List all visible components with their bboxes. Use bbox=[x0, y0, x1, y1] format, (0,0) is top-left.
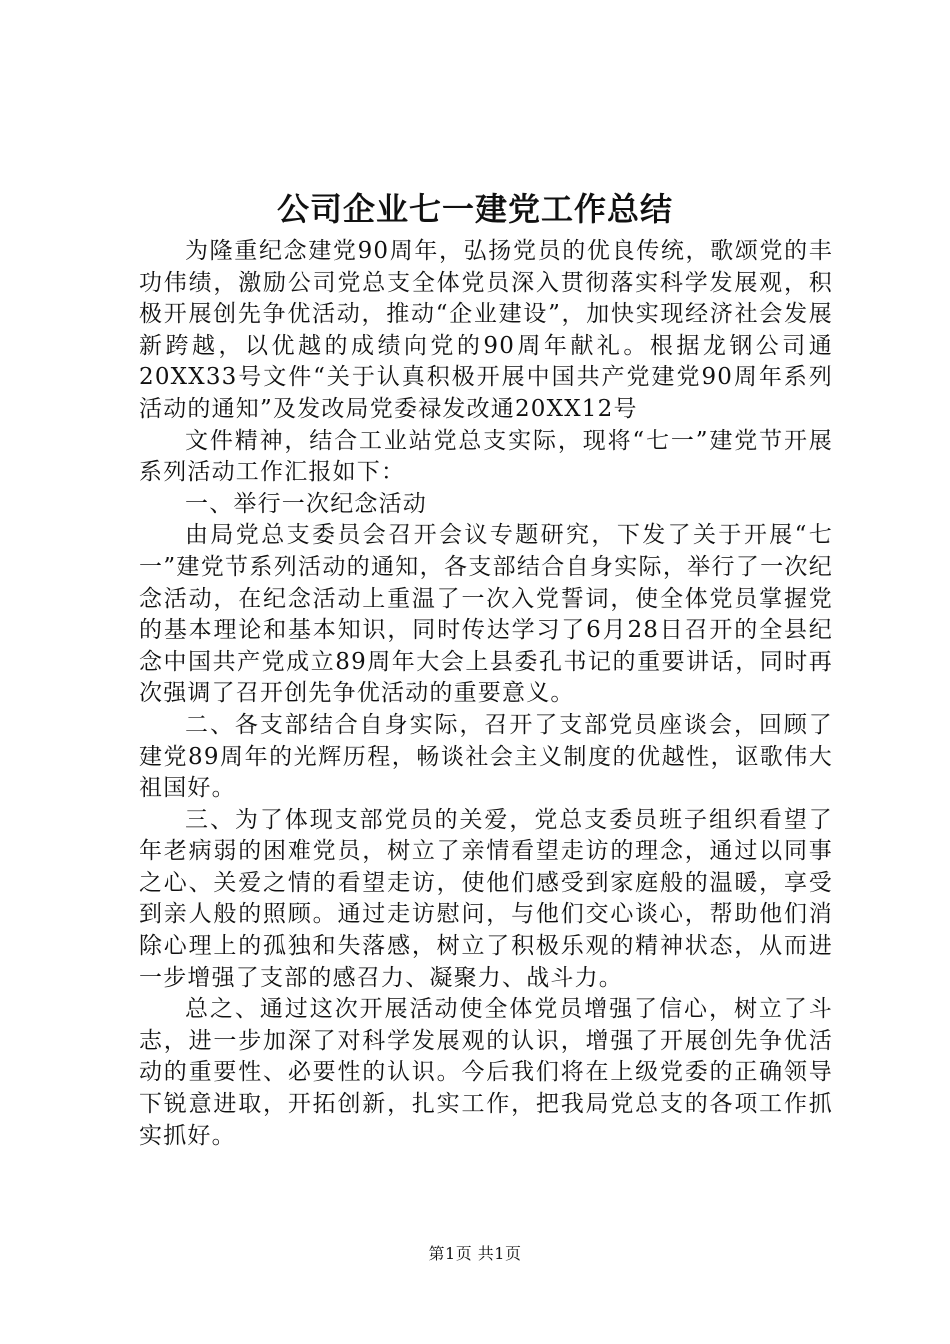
paragraph-conclusion: 总之、通过这次开展活动使全体党员增强了信心，树立了斗志，进一步加深了对科学发展观的认识，增强了开展创先争优活动的重要性、必要性的认识。今后我们将在上级党委的正确领导下锐意进取，开拓创新，扎实工作，把我局党总支的各项工作抓实抓好。 bbox=[139, 996, 833, 1149]
paragraph-section-1: 由局党总支委员会召开会议专题研究，下发了关于开展“七一”建党节系列活动的通知，各支部结合自身实际，举行了一次纪念活动，在纪念活动上重温了一次入党誓词，使全体党员掌握党的基本理论和基本知识，同时传达学习了6月28日召开的全县纪念中国共产党成立89周年大会上县委孔书记的重要讲话，同时再次强调了召开创先争优活动的重要意义。 bbox=[139, 522, 833, 707]
paragraph-intro: 为隆重纪念建党90周年，弘扬党员的优良传统，歌颂党的丰功伟绩，激励公司党总支全体党员深入贯彻落实科学发展观，积极开展创先争优活动，推动“企业建设”，加快实现经济社会发展新跨越，以优越的成绩向党的90周年献礼。根据龙钢公司通20XX33号文件“关于认真积极开展中国共产党建党90周年系列活动的通知”及发改局党委禄发改通20XX12号 bbox=[139, 238, 833, 422]
document-body bbox=[139, 236, 833, 1152]
section-heading-1: 一、举行一次纪念活动 bbox=[185, 490, 427, 517]
paragraph-section-2: 二、各支部结合自身实际，召开了支部党员座谈会，回顾了建党89周年的光辉历程，畅谈社会主义制度的优越性，讴歌伟大祖国好。 bbox=[139, 711, 833, 802]
paragraph-section-3: 三、为了体现支部党员的关爱，党总支委员班子组织看望了年老病弱的困难党员，树立了亲情看望走访的理念，通过以同事之心、关爱之情的看望走访，使他们感受到家庭般的温暖，享受到亲人般的照顾。通过走访慰问，与他们交心谈心，帮助他们消除心理上的孤独和失落感，树立了积极乐观的精神状态，从而进一步增强了支部的感召力、凝聚力、战斗力。 bbox=[139, 806, 833, 991]
document-title: 公司企业七一建党工作总结 bbox=[276, 190, 673, 228]
page-footer: 第1页 共1页 bbox=[428, 1244, 522, 1263]
paragraph-spirit: 文件精神，结合工业站党总支实际，现将“七一”建党节开展系列活动工作汇报如下： bbox=[139, 427, 833, 486]
